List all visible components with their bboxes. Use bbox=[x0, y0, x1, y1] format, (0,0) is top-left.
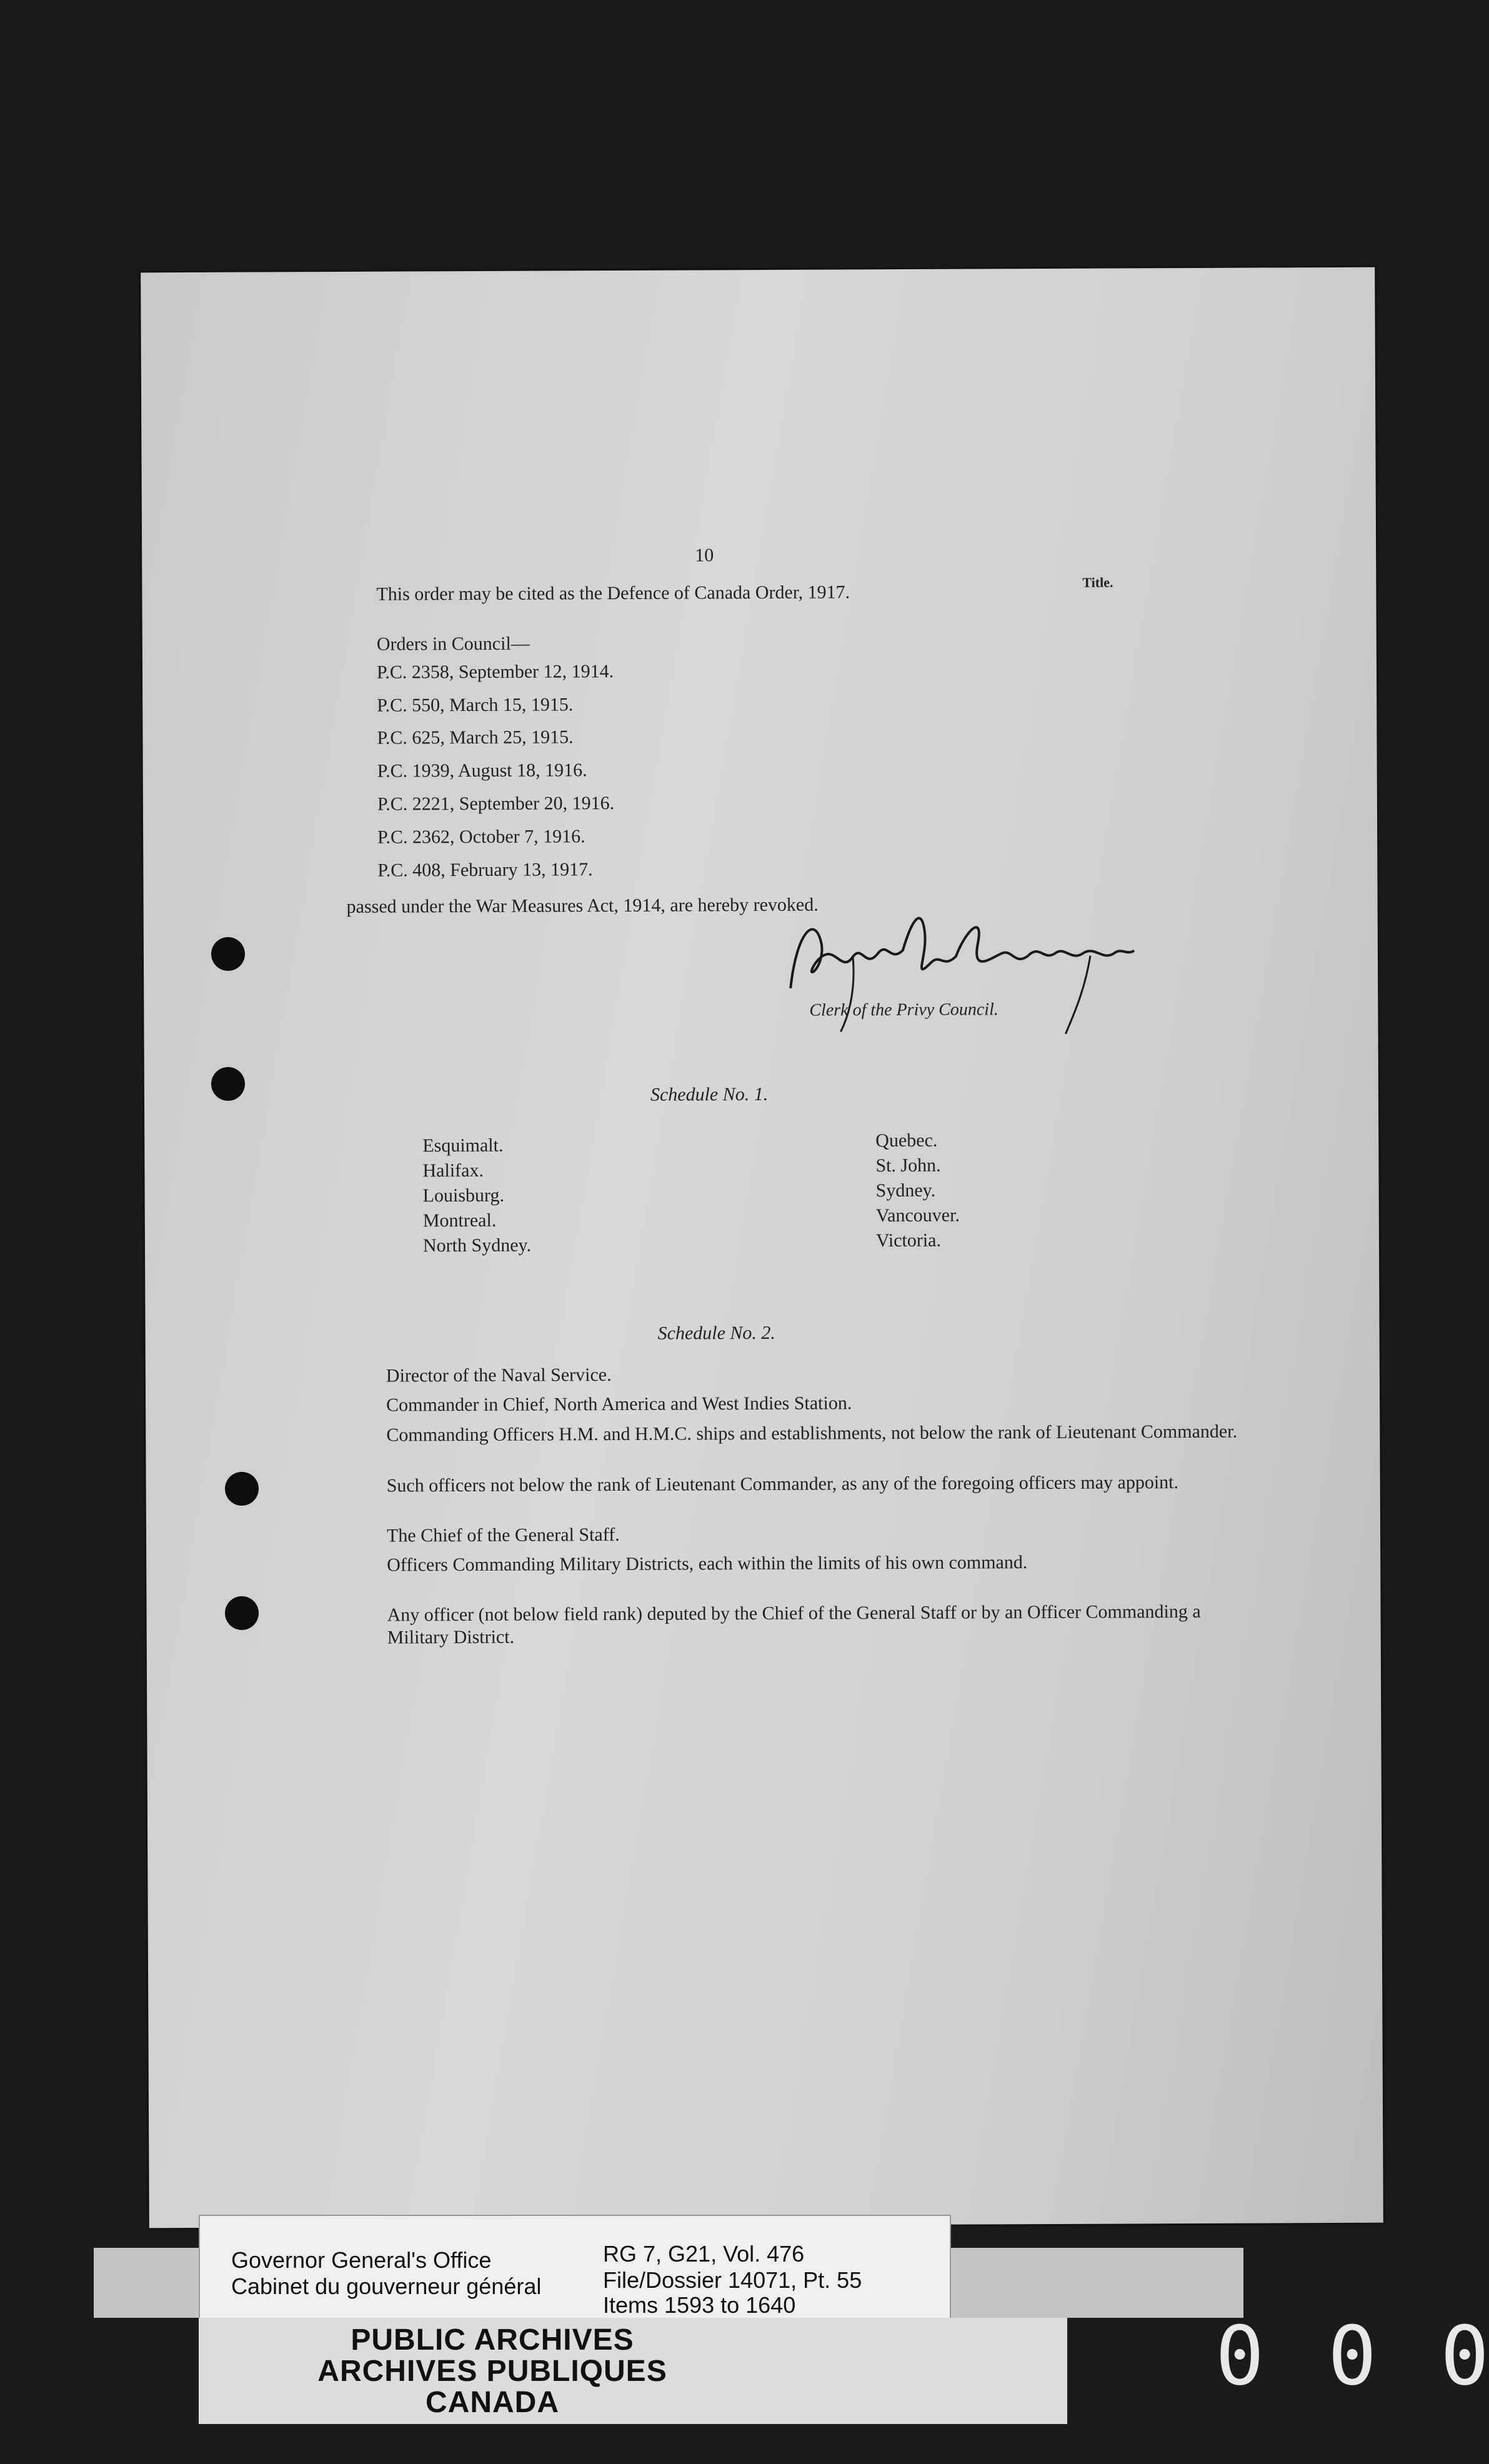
schedule-1-city: Montreal. bbox=[422, 1210, 497, 1231]
schedule-1-heading: Schedule No. 1. bbox=[650, 1083, 769, 1105]
frame-digit: 0 bbox=[1215, 2308, 1265, 2403]
schedule-2-heading: Schedule No. 2. bbox=[657, 1322, 775, 1344]
schedule-1-city: Louisburg. bbox=[422, 1185, 504, 1206]
schedule-1-city: Quebec. bbox=[875, 1130, 938, 1151]
order-item: P.C. 2221, September 20, 1916. bbox=[377, 793, 615, 815]
order-item: P.C. 550, March 15, 1915. bbox=[377, 694, 574, 716]
punch-hole bbox=[225, 1596, 259, 1630]
archive-label bbox=[199, 2215, 951, 2323]
file-reference: File/Dossier 14071, Pt. 55 bbox=[603, 2267, 862, 2293]
order-item: P.C. 1939, August 18, 1916. bbox=[377, 760, 587, 782]
office-english: Governor General's Office bbox=[231, 2247, 492, 2273]
schedule-2-item-text: Commander in Chief, North America and West Indies Station. bbox=[386, 1393, 852, 1416]
citation-text: This order may be cited as the Defence of Canada Order, 1917. bbox=[376, 582, 850, 605]
page-number: 10 bbox=[695, 545, 714, 566]
stamp-line: ARCHIVES PUBLIQUES bbox=[317, 2355, 667, 2388]
stamp-line: PUBLIC ARCHIVES bbox=[351, 2323, 634, 2357]
margin-note-title: Title. bbox=[1082, 574, 1113, 590]
schedule-1-city: Esquimalt. bbox=[422, 1135, 504, 1156]
archives-stamp bbox=[199, 2318, 1067, 2424]
schedule-1-city: St. John. bbox=[875, 1155, 941, 1176]
frame-digit: 0 bbox=[1328, 2308, 1377, 2403]
clerk-title: Clerk of the Privy Council. bbox=[809, 1000, 998, 1020]
orders-heading: Orders in Council— bbox=[376, 633, 530, 655]
punch-hole bbox=[225, 1472, 259, 1506]
office-french: Cabinet du gouverneur général bbox=[231, 2273, 542, 2299]
schedule-2-item bbox=[352, 1391, 1252, 1417]
schedule-2-item bbox=[352, 1361, 1252, 1388]
order-item: P.C. 2362, October 7, 1916. bbox=[377, 826, 585, 848]
schedule-2-item-text: Such officers not below the rank of Lieutenant Commander, as any of the foregoing officers may appoint. bbox=[386, 1472, 1179, 1496]
document-page bbox=[141, 267, 1383, 2228]
stamp-line: CANADA bbox=[426, 2386, 559, 2419]
order-item: P.C. 2358, September 12, 1914. bbox=[376, 661, 614, 683]
schedule-2-item-text: Director of the Naval Service. bbox=[386, 1364, 612, 1386]
schedule-2-item-text: Commanding Officers H.M. and H.M.C. ships and establishments, not below the rank of Lieutenant Commander. bbox=[386, 1421, 1238, 1446]
items-reference: Items 1593 to 1640 bbox=[603, 2292, 796, 2318]
schedule-2-item-text: Officers Commanding Military Districts, each within the limits of his own command. bbox=[387, 1552, 1028, 1576]
frame-digit: 0 bbox=[1440, 2308, 1489, 2403]
schedule-2-item bbox=[352, 1601, 1252, 1649]
schedule-2-item bbox=[352, 1551, 1252, 1577]
schedule-1-city: North Sydney. bbox=[422, 1234, 532, 1256]
punch-hole bbox=[211, 1067, 245, 1101]
order-item: P.C. 408, February 13, 1917. bbox=[377, 859, 593, 881]
schedule-2-item-text: The Chief of the General Staff. bbox=[386, 1524, 620, 1546]
schedule-1-city: Sydney. bbox=[875, 1180, 936, 1201]
schedule-2-item-text: Any officer (not below field rank) deputed by the Chief of the General Staff or by an Officer Commanding a Military District. bbox=[387, 1601, 1201, 1648]
order-item: P.C. 625, March 25, 1915. bbox=[377, 727, 574, 748]
schedule-2-item bbox=[352, 1471, 1252, 1498]
schedule-1-city: Halifax. bbox=[422, 1160, 484, 1181]
schedule-1-city: Vancouver. bbox=[875, 1205, 960, 1226]
schedule-1-city: Victoria. bbox=[875, 1230, 942, 1251]
schedule-2-item bbox=[352, 1521, 1252, 1547]
punch-hole bbox=[211, 937, 245, 971]
schedule-2-item bbox=[352, 1421, 1252, 1447]
revocation-text: passed under the War Measures Act, 1914, are hereby revoked. bbox=[346, 894, 819, 917]
archive-reference: RG 7, G21, Vol. 476 bbox=[603, 2241, 805, 2267]
